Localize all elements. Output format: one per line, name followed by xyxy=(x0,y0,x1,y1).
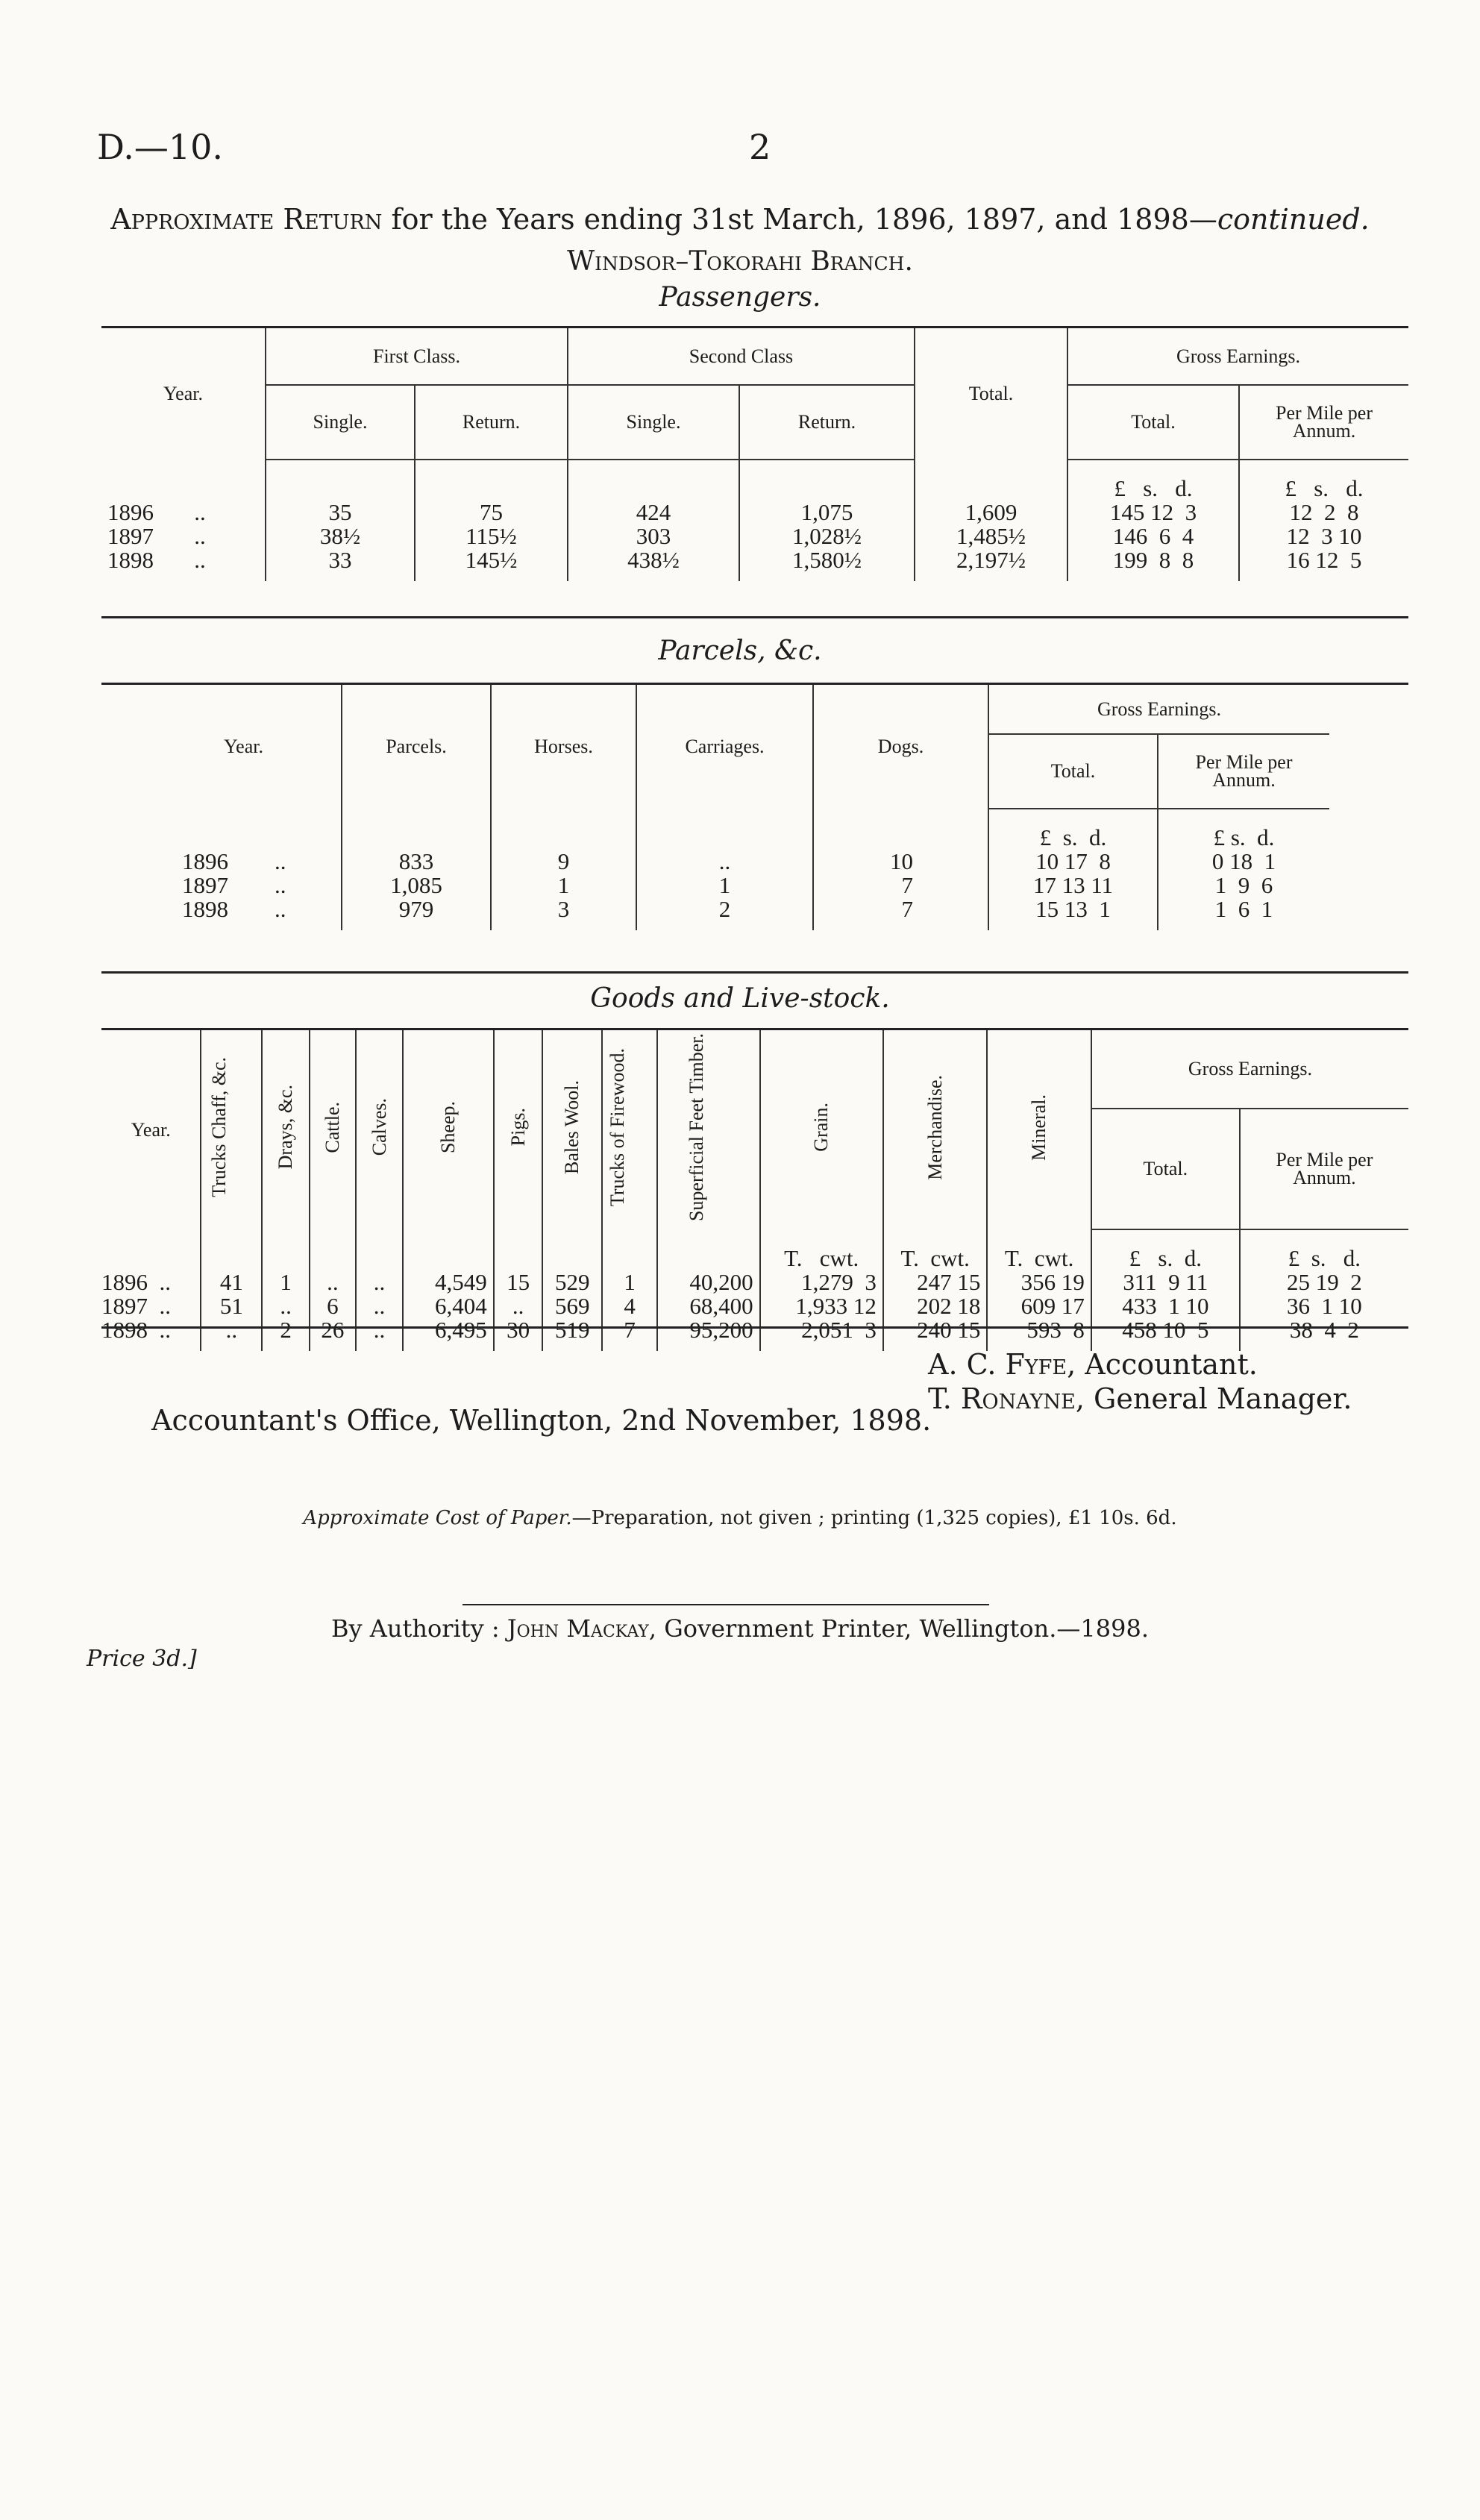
authority-rule xyxy=(462,1604,989,1605)
cell-fc-single: 38½ xyxy=(266,524,415,548)
col-trucks-chaff: Trucks Chaff, &c. xyxy=(208,1057,231,1197)
goods-table xyxy=(101,1030,1408,1351)
col-grain: Grain. xyxy=(810,1103,832,1152)
passengers-bottom-rule xyxy=(101,616,1408,618)
cell-per-mile: 12 2 8 xyxy=(1289,499,1359,525)
cell-superficial-timber: 68,400 xyxy=(657,1294,759,1318)
col-first-class: First Class. xyxy=(266,328,568,385)
cell-fc-single: 35 xyxy=(266,501,415,524)
cell-superficial-timber: 40,200 xyxy=(657,1270,759,1294)
cell-drays: 2 xyxy=(262,1318,310,1351)
cell-horses: 3 xyxy=(491,897,636,930)
row-year: 1896 xyxy=(101,1269,148,1296)
cell-total: 1,485½ xyxy=(915,524,1067,548)
col-gross-total: Total. xyxy=(988,734,1158,809)
table-row xyxy=(146,897,1329,930)
unit-gross-total: £ s. d. xyxy=(1091,1229,1240,1270)
col-carriages: Carriages. xyxy=(636,685,813,809)
cell-gross-total: 10 17 8 xyxy=(988,850,1158,874)
parcels-title: Parcels, &c. xyxy=(658,636,822,666)
col-cattle: Cattle. xyxy=(321,1101,343,1153)
col-first-single: Single. xyxy=(266,385,415,460)
cell-fc-return: 145½ xyxy=(415,548,568,581)
cell-sc-return: 1,075 xyxy=(739,501,915,524)
cell-total: 1,609 xyxy=(915,501,1067,524)
col-gross-earnings: Gross Earnings. xyxy=(1091,1030,1408,1109)
table-row xyxy=(146,874,1329,897)
cell-dogs: 7 xyxy=(813,874,988,897)
cell-horses: 9 xyxy=(491,850,636,874)
col-per-mile: Per Mile per Annum. xyxy=(1239,385,1408,460)
goods-bottom-rule xyxy=(101,1326,1408,1329)
row-dots: .. xyxy=(275,848,286,874)
cell-cattle: 6 xyxy=(310,1294,356,1318)
cell-trucks-firewood: 7 xyxy=(602,1318,657,1351)
cell-bales-wool: 519 xyxy=(542,1318,602,1351)
col-drays: Drays, &c. xyxy=(275,1085,297,1170)
col-second-class: Second Class xyxy=(568,328,915,385)
unit-per-mile: £ s. d. xyxy=(1213,824,1275,850)
col-year: Year. xyxy=(146,685,342,809)
col-merchandise: Merchandise. xyxy=(924,1074,946,1180)
unit-per-mile: £ s. d. xyxy=(1285,475,1364,501)
cell-merchandise: 247 15 xyxy=(883,1270,987,1294)
parcels-table xyxy=(146,685,1329,930)
page-number: 2 xyxy=(749,127,771,167)
cost-text: —Preparation, not given ; printing (1,325 copies), £1 10s. 6d. xyxy=(571,1507,1177,1529)
cell-mineral: 609 17 xyxy=(987,1294,1091,1318)
cell-carriages: .. xyxy=(636,850,813,874)
cell-per-mile: 38 4 2 xyxy=(1289,1317,1359,1344)
cell-gross-total: 199 8 8 xyxy=(1067,548,1239,581)
row-year: 1897 xyxy=(107,523,154,549)
table-row xyxy=(101,501,1408,524)
cell-per-mile: 36 1 10 xyxy=(1287,1293,1362,1320)
cell-sc-single: 424 xyxy=(568,501,739,524)
cell-fc-return: 115½ xyxy=(415,524,568,548)
cell-gross-total: 146 6 4 xyxy=(1067,524,1239,548)
authority-suffix: , Government Printer, Wellington.—1898. xyxy=(648,1614,1149,1643)
col-dogs: Dogs. xyxy=(813,685,988,809)
cell-dogs: 10 xyxy=(813,850,988,874)
cell-pigs: 15 xyxy=(494,1270,543,1294)
row-dots: .. xyxy=(194,523,206,549)
row-dots: .. xyxy=(194,547,206,573)
row-year: 1897 xyxy=(182,872,228,898)
cell-per-mile: 1 9 6 xyxy=(1214,872,1273,898)
authority-prefix: By Authority : xyxy=(331,1614,507,1643)
row-dots: .. xyxy=(159,1269,171,1296)
cell-mineral: 593 8 xyxy=(987,1318,1091,1351)
col-parcels: Parcels. xyxy=(342,685,491,809)
page-title xyxy=(45,203,1435,236)
printer-name: John Mackay xyxy=(507,1614,649,1643)
cell-parcels: 979 xyxy=(342,897,491,930)
signatures xyxy=(928,1347,1352,1416)
document-reference: D.—10. xyxy=(97,127,224,167)
col-second-return: Return. xyxy=(739,385,915,460)
unit-gross-total: £ s. d. xyxy=(988,809,1158,850)
accountant-signature xyxy=(928,1347,1352,1382)
cell-gross-total: 458 10 5 xyxy=(1091,1318,1240,1351)
col-gross-earnings: Gross Earnings. xyxy=(1067,328,1408,385)
cell-merchandise: 240 15 xyxy=(883,1318,987,1351)
cell-gross-total: 15 13 1 xyxy=(988,897,1158,930)
cell-drays: .. xyxy=(262,1294,310,1318)
table-row xyxy=(101,1270,1408,1294)
cell-cattle: .. xyxy=(310,1270,356,1294)
passengers-table xyxy=(101,328,1408,581)
cell-pigs: 30 xyxy=(494,1318,543,1351)
cell-calves: .. xyxy=(356,1318,404,1351)
cell-gross-total: 17 13 11 xyxy=(988,874,1158,897)
col-trucks-firewood: Trucks of Firewood. xyxy=(606,1047,629,1207)
cell-grain: 2,051 3 xyxy=(760,1318,883,1351)
col-superficial-timber: Superficial Feet Timber. xyxy=(685,1033,707,1222)
cell-per-mile: 16 12 5 xyxy=(1286,547,1362,573)
cell-calves: .. xyxy=(356,1294,404,1318)
table-row xyxy=(101,524,1408,548)
row-dots: .. xyxy=(194,499,206,525)
col-bales-wool: Bales Wool. xyxy=(561,1080,583,1175)
cell-grain: 1,933 12 xyxy=(760,1294,883,1318)
cell-trucks-chaff: 41 xyxy=(201,1270,262,1294)
manager-signature xyxy=(928,1382,1352,1416)
accountant-name: A. C. Fyfe xyxy=(928,1348,1067,1381)
cell-sc-return: 1,580½ xyxy=(739,548,915,581)
col-horses: Horses. xyxy=(491,685,636,809)
col-second-single: Single. xyxy=(568,385,739,460)
cell-fc-return: 75 xyxy=(415,501,568,524)
col-pigs: Pigs. xyxy=(507,1108,529,1147)
cell-parcels: 1,085 xyxy=(342,874,491,897)
row-dots: .. xyxy=(159,1317,171,1344)
accountant-title: , Accountant. xyxy=(1067,1348,1258,1381)
table-row xyxy=(101,1294,1408,1318)
row-dots: .. xyxy=(275,896,286,922)
price-note: Price 3d.] xyxy=(87,1646,197,1672)
cell-cattle: 26 xyxy=(310,1318,356,1351)
row-year: 1896 xyxy=(107,499,154,525)
cell-calves: .. xyxy=(356,1270,404,1294)
title-prefix: Approximate Return xyxy=(110,203,383,236)
unit-grain: T. cwt. xyxy=(760,1229,883,1270)
cell-trucks-firewood: 1 xyxy=(602,1270,657,1294)
cell-superficial-timber: 95,200 xyxy=(657,1318,759,1351)
cell-per-mile: 25 19 2 xyxy=(1287,1269,1362,1296)
col-total: Total. xyxy=(915,328,1067,460)
manager-title: , General Manager. xyxy=(1075,1382,1352,1415)
table-row xyxy=(101,548,1408,581)
cell-bales-wool: 569 xyxy=(542,1294,602,1318)
cell-sheep: 6,495 xyxy=(403,1318,493,1351)
cell-sc-single: 303 xyxy=(568,524,739,548)
col-year: Year. xyxy=(101,1030,201,1229)
col-mineral: Mineral. xyxy=(1028,1094,1050,1161)
cell-trucks-firewood: 4 xyxy=(602,1294,657,1318)
col-per-mile: Per Mile per Annum. xyxy=(1240,1109,1408,1229)
cell-drays: 1 xyxy=(262,1270,310,1294)
table-row xyxy=(146,850,1329,874)
col-gross-earnings: Gross Earnings. xyxy=(988,685,1329,734)
row-year: 1897 xyxy=(101,1293,148,1320)
manager-name: T. Ronayne xyxy=(928,1382,1076,1415)
cost-of-paper xyxy=(45,1507,1435,1529)
cost-label: Approximate Cost of Paper. xyxy=(303,1507,572,1529)
cell-bales-wool: 529 xyxy=(542,1270,602,1294)
row-year: 1896 xyxy=(182,848,228,874)
col-year: Year. xyxy=(101,328,266,460)
cell-dogs: 7 xyxy=(813,897,988,930)
cell-sc-single: 438½ xyxy=(568,548,739,581)
parcels-bottom-rule xyxy=(101,971,1408,974)
cell-gross-total: 145 12 3 xyxy=(1067,501,1239,524)
cell-merchandise: 202 18 xyxy=(883,1294,987,1318)
goods-title: Goods and Live-stock. xyxy=(590,983,890,1014)
cell-fc-single: 33 xyxy=(266,548,415,581)
unit-gross-total: £ s. d. xyxy=(1067,460,1239,501)
passengers-title: Passengers. xyxy=(659,282,821,313)
cell-carriages: 2 xyxy=(636,897,813,930)
cell-carriages: 1 xyxy=(636,874,813,897)
col-first-return: Return. xyxy=(415,385,568,460)
cell-per-mile: 12 3 10 xyxy=(1286,523,1362,549)
col-gross-total: Total. xyxy=(1067,385,1239,460)
branch-name: Windsor–Tokorahi Branch. xyxy=(567,246,913,277)
cell-sc-return: 1,028½ xyxy=(739,524,915,548)
unit-mineral: T. cwt. xyxy=(987,1229,1091,1270)
row-dots: .. xyxy=(275,872,286,898)
cell-gross-total: 311 9 11 xyxy=(1091,1270,1240,1294)
printer-authority xyxy=(45,1614,1435,1643)
row-dots: .. xyxy=(159,1293,171,1320)
cell-mineral: 356 19 xyxy=(987,1270,1091,1294)
unit-merchandise: T. cwt. xyxy=(883,1229,987,1270)
col-per-mile: Per Mile per Annum. xyxy=(1158,734,1329,809)
cell-sheep: 6,404 xyxy=(403,1294,493,1318)
cell-trucks-chaff: 51 xyxy=(201,1294,262,1318)
table-row xyxy=(101,1318,1408,1351)
cell-per-mile: 1 6 1 xyxy=(1214,896,1273,922)
cell-total: 2,197½ xyxy=(915,548,1067,581)
row-year: 1898 xyxy=(101,1317,148,1344)
cell-pigs: .. xyxy=(494,1294,543,1318)
row-year: 1898 xyxy=(107,547,154,573)
col-gross-total: Total. xyxy=(1091,1109,1240,1229)
cell-gross-total: 433 1 10 xyxy=(1091,1294,1240,1318)
col-calves: Calves. xyxy=(368,1098,390,1156)
unit-per-mile: £ s. d. xyxy=(1288,1245,1361,1272)
cell-trucks-chaff: .. xyxy=(201,1318,262,1351)
cell-sheep: 4,549 xyxy=(403,1270,493,1294)
office-dateline: Accountant's Office, Wellington, 2nd November, 1898. xyxy=(151,1404,932,1437)
cell-grain: 1,279 3 xyxy=(760,1270,883,1294)
title-middle: for the Years ending 31st March, 1896, 1897, and 1898— xyxy=(382,203,1217,236)
col-sheep: Sheep. xyxy=(437,1101,460,1154)
row-year: 1898 xyxy=(182,896,228,922)
cell-parcels: 833 xyxy=(342,850,491,874)
cell-horses: 1 xyxy=(491,874,636,897)
title-suffix: continued. xyxy=(1217,203,1370,236)
cell-per-mile: 0 18 1 xyxy=(1211,848,1276,874)
